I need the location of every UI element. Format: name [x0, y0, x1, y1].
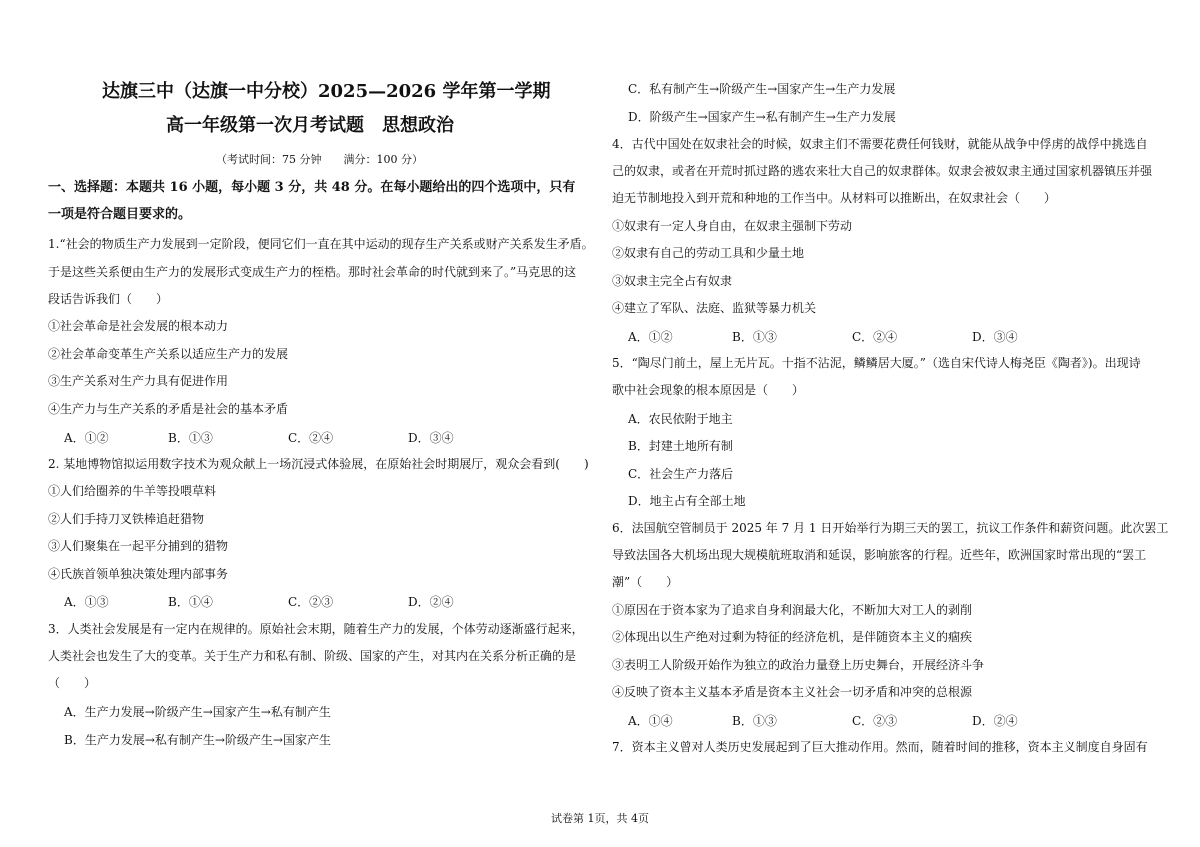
q4-option-c: C．②④ — [852, 330, 898, 344]
q3-option-b: B．生产力发展→私有制产生→阶级产生→国家产生 — [64, 733, 331, 747]
q2-statement: ③人们聚集在一起平分捕到的猎物 — [48, 539, 229, 553]
q6-stem: 潮”（ ） — [612, 575, 679, 589]
q5-option-a: A．农民依附于地主 — [628, 412, 733, 426]
q1-statement: ②社会革命变革生产关系以适应生产力的发展 — [48, 347, 289, 361]
q1-statement: ①社会革命是社会发展的根本动力 — [48, 319, 229, 333]
q2-option-d: D．②④ — [408, 595, 454, 609]
q1-statement: ③生产关系对生产力具有促进作用 — [48, 374, 229, 388]
q4-statement: ①奴隶有一定人身自由，在奴隶主强制下劳动 — [612, 219, 853, 233]
q5-option-b: B．封建土地所有制 — [628, 439, 733, 453]
q7-stem: 7．资本主义曾对人类历史发展起到了巨大推动作用。然而，随着时间的推移，资本主义制度自身固有 — [612, 740, 1148, 754]
q4-stem: 迫无节制地投入到开荒和种地的工作当中。从材料可以推断出，在奴隶社会（ ） — [612, 191, 1057, 205]
q6-statement: ③表明工人阶级开始作为独立的政治力量登上历史舞台，开展经济斗争 — [612, 658, 985, 672]
q6-option-c: C．②③ — [852, 714, 898, 728]
q5-option-c: C．社会生产力落后 — [628, 467, 734, 481]
q2-option-a: A．①③ — [64, 595, 109, 609]
q1-stem: 段话告诉我们（ ） — [48, 292, 169, 306]
q6-statement: ①原因在于资本家为了追求自身利润最大化，不断加大对工人的剥削 — [612, 603, 973, 617]
q6-stem: 6．法国航空管制员于 2025 年 7 月 1 日开始举行为期三天的罢工，抗议工作条件和薪资问题。此次罢工 — [612, 521, 1169, 535]
q1-option-b: B．①③ — [168, 431, 213, 445]
q3-option-d: D．阶级产生→国家产生→私有制产生→生产力发展 — [628, 110, 896, 124]
q5-stem: 5．“陶尽门前土，屋上无片瓦。十指不沾泥，鳞鳞居大厦。”（选自宋代诗人梅尧臣《陶者》)。出现诗 — [612, 356, 1141, 370]
exam-title: 达旗三中（达旗一中分校）2025—2026 学年第一学期 — [102, 81, 551, 102]
q5-stem: 歌中社会现象的根本原因是（ ） — [612, 383, 805, 397]
section-heading: 一、选择题：本题共 16 小题，每小题 3 分，共 48 分。在每小题给出的四个选项中，只有 — [48, 180, 576, 195]
q4-statement: ④建立了军队、法庭、监狱等暴力机关 — [612, 301, 817, 315]
q3-stem: 人类社会也发生了大的变革。关于生产力和私有制、阶级、国家的产生，对其内在关系分析正确的是 — [48, 649, 577, 663]
q3-stem: （ ） — [48, 676, 97, 690]
q2-option-b: B．①④ — [168, 595, 213, 609]
q4-option-a: A．①② — [628, 330, 673, 344]
q3-option-c: C．私有制产生→阶级产生→国家产生→生产力发展 — [628, 82, 896, 96]
exam-subtitle: 高一年级第一次月考试题 思想政治 — [166, 115, 454, 136]
q2-statement: ①人们给圈养的牛羊等投喂草料 — [48, 484, 217, 498]
q1-option-d: D．③④ — [408, 431, 454, 445]
q6-option-b: B．①③ — [732, 714, 777, 728]
q2-option-c: C．②③ — [288, 595, 334, 609]
q1-stem: 于是这些关系便由生产力的发展形式变成生产力的桎梏。那时社会革命的时代就到来了。”马克思的这 — [48, 265, 577, 279]
q4-statement: ②奴隶有自己的劳动工具和少量土地 — [612, 246, 805, 260]
page-footer: 试卷第 1页，共 4页 — [551, 812, 649, 825]
q6-statement: ④反映了资本主义基本矛盾是资本主义社会一切矛盾和冲突的总根源 — [612, 685, 973, 699]
q4-stem: 4．古代中国处在奴隶社会的时候，奴隶主们不需要花费任何钱财，就能从战争中俘虏的战俘中挑选自 — [612, 137, 1148, 151]
q5-option-d: D．地主占有全部土地 — [628, 494, 746, 508]
q4-stem: 己的奴隶，或者在开荒时抓过路的逃农来壮大自己的奴隶群体。奴隶会被奴隶主通过国家机器镇压并强 — [612, 164, 1153, 178]
q2-stem: 2. 某地博物馆拟运用数字技术为观众献上一场沉浸式体验展，在原始社会时期展厅，观众会看到( ) — [48, 457, 589, 471]
q1-option-c: C．②④ — [288, 431, 334, 445]
exam-meta: （考试时间：75 分钟 满分：100 分） — [216, 153, 423, 166]
q6-stem: 导致法国各大机场出现大规模航班取消和延误，影响旅客的行程。近些年，欧洲国家时常出现的“罢工 — [612, 548, 1147, 562]
q4-option-b: B．①③ — [732, 330, 777, 344]
q1-stem: 1.“社会的物质生产力发展到一定阶段，便同它们一直在其中运动的现存生产关系或财产关系发生矛盾。 — [48, 237, 594, 251]
section-heading-cont: 一项是符合题目要求的。 — [48, 207, 192, 222]
q3-stem: 3．人类社会发展是有一定内在规律的。原始社会末期，随着生产力的发展，个体劳动逐渐盛行起来， — [48, 622, 584, 636]
q6-option-a: A．①④ — [628, 714, 673, 728]
q3-option-a: A．生产力发展→阶级产生→国家产生→私有制产生 — [64, 705, 331, 719]
q2-statement: ④氏族首领单独决策处理内部事务 — [48, 567, 229, 581]
q1-option-a: A．①② — [64, 431, 109, 445]
q2-statement: ②人们手持刀叉铁棒追赶猎物 — [48, 512, 205, 526]
q4-option-d: D．③④ — [972, 330, 1018, 344]
q4-statement: ③奴隶主完全占有奴隶 — [612, 274, 733, 288]
q6-statement: ②体现出以生产绝对过剩为特征的经济危机，是伴随资本主义的痼疾 — [612, 630, 973, 644]
q1-statement: ④生产力与生产关系的矛盾是社会的基本矛盾 — [48, 402, 289, 416]
q6-option-d: D．②④ — [972, 714, 1018, 728]
